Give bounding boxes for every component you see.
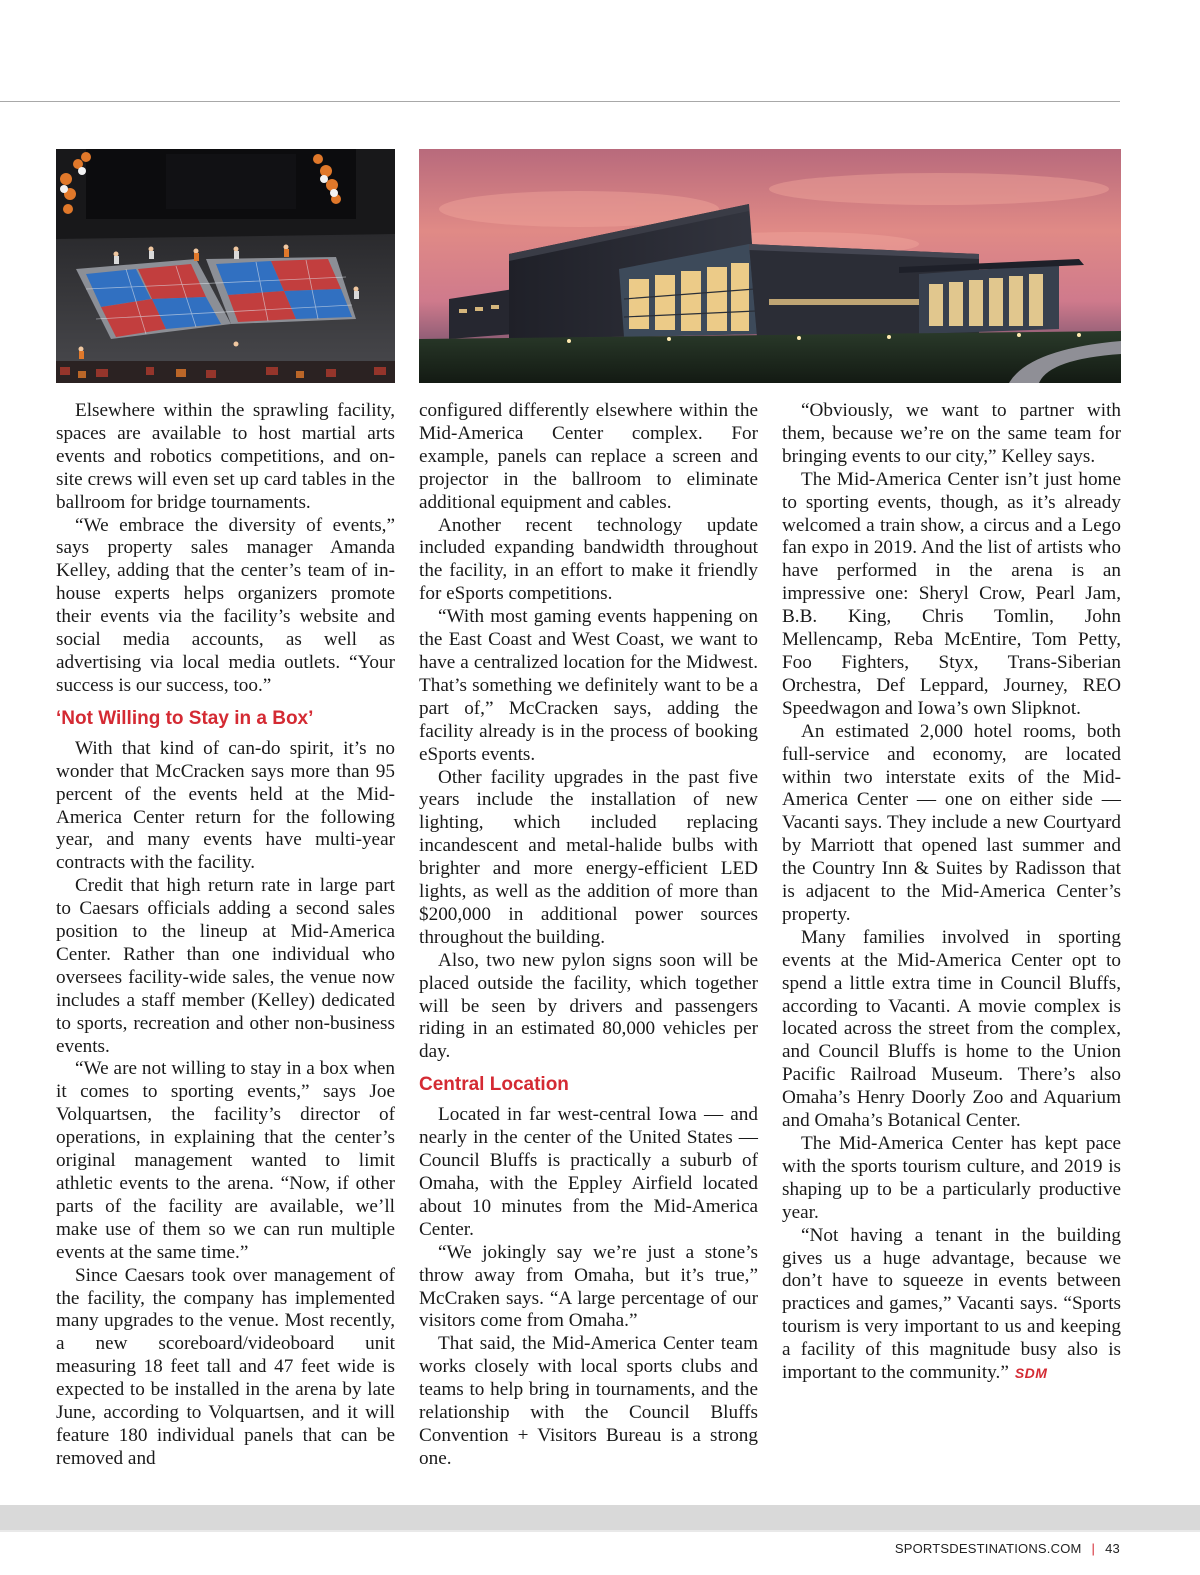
paragraph: That said, the Mid-America Center team works closely with local sports clubs and teams to help bring in tournaments, and the relationship with the Council Bluffs Convention + Visitors Bureau is a strong one. <box>419 1333 758 1469</box>
paragraph: configured differently elsewhere within the Mid-America Center complex. For example, panels can replace a screen and projector in the ballroom to eliminate additional equipment and cables. <box>419 400 758 513</box>
section-heading: ‘Not Willing to Stay in a Box’ <box>56 707 314 729</box>
page-number: 43 <box>1105 1541 1120 1556</box>
paragraph: Many families involved in sporting events at the Mid-America Center opt to spend a little extra time in Council Bluffs, according to Vacanti. A movie complex is located across the street from the complex, and Council Bluffs is home to the Union Pacific Railroad Museum. There’s also Omaha’s Henry Doorly Zoo and Aquarium and Omaha’s Botanical Center. <box>782 926 1121 1132</box>
paragraph: Also, two new pylon signs soon will be placed outside the facility, which together will be seen by drivers and passengers riding in an estimated 80,000 vehicles per day. <box>419 949 758 1063</box>
paragraph: Elsewhere within the sprawling facility, spaces are available to host martial arts events and robotics competitions, and on-site crews will even set up card tables in the ballroom for bridge tournaments. <box>56 400 395 513</box>
paragraph: Since Caesars took over management of the facility, the company has implemented many upgrades to the venue. Most recently, a new scoreboard/videoboard unit measuring 18 feet tall and 47 feet wide is expected to be installed in the arena by late June, according to Volquartsen, and it will feature 180 individual panels that can be removed and <box>56 1264 395 1469</box>
paragraph: The Mid-America Center isn’t just home to sporting events, though, as it’s already welcomed a train show, a circus and a Lego fan expo in 2019. And the list of artists who have performed in the arena is an impressive one: Sheryl Crow, Pearl Jam, B.B. King, Chris Tomlin, John Mellencamp, Reba McEntire, Tom Petty, Foo Fighters, Styx, Trans-Siberian Orchestra, Def Leppard, Journey, REO Speedwagon and Iowa’s own Slipknot. <box>782 468 1121 719</box>
paragraph-final <box>782 1225 1121 1385</box>
paragraph: “Obviously, we want to partner with them, because we’re on the same team for bringing events to our city,” Kelley says. <box>782 400 1121 467</box>
paragraph: Credit that high return rate in large part to Caesars officials adding a second sales position to the lineup at Mid-America Center. Rather than one individual who oversees facility-wide sales, the venue now includes a staff member (Kelley) dedicated to sports, recreation and other non-business events. <box>56 875 395 1057</box>
sdm-end-mark-logo: SDM <box>1014 1365 1048 1382</box>
footer-site-name: SPORTSDESTINATIONS.COM <box>894 1541 1082 1556</box>
paragraph: An estimated 2,000 hotel rooms, both full-service and economy, are located within two interstate exits of the Mid-America Center — one on either side — Vacanti says. They include a new Courtyard by Marriott that opened last summer and the Country Inn & Suites by Radisson that is adjacent to the Mid-America Center’s property. <box>782 720 1121 925</box>
article-column-3 <box>782 400 1121 1385</box>
robotics-competition-photo <box>56 149 395 383</box>
paragraph-text: “Not having a tenant in the building gives us a huge advantage, because we don’t have to squeeze in events between practices and games,” Vacanti says. “Sports tourism is very important to us and keeping a facility of this magnitude busy also is important to the community.” <box>782 1224 1121 1384</box>
paragraph: Located in far west-central Iowa — and nearly in the center of the United States — Council Bluffs is practically a suburb of Omaha, with the Eppley Airfield located about 10 minutes from the Mid-America Center. <box>419 1104 758 1240</box>
section-heading: Central Location <box>419 1074 569 1096</box>
paragraph: Other facility upgrades in the past five years include the installation of new lighting, which included replacing incandescent and metal-halide bulbs with brighter and more energy-efficient LED lights, as well as the addition of more than $200,000 in additional power sources throughout the building. <box>419 766 758 948</box>
footer-separator: | <box>1091 1541 1096 1556</box>
paragraph: With that kind of can-do spirit, it’s no wonder that McCracken says more than 95 percent of the events held at the Mid-America Center return for the following year, and many events have multi-year contracts with the facility. <box>56 737 395 874</box>
paragraph: “With most gaming events happening on the East Coast and West Coast, we want to have a centralized location for the Midwest. That’s something we definitely want to be a part of,” McCracken says, adding the facility already is in the process of booking eSports events. <box>419 606 758 765</box>
paragraph: “We jokingly say we’re just a stone’s throw away from Omaha, but it’s true,” McCraken says. “A large percentage of our visitors come from Omaha.” <box>419 1241 758 1332</box>
paragraph: The Mid-America Center has kept pace with the sports tourism culture, and 2019 is shaping up to be a particularly productive year. <box>782 1133 1121 1223</box>
top-rule <box>0 101 1120 102</box>
paragraph: Another recent technology update included expanding bandwidth throughout the facility, in an effort to make it friendly for eSports competitions. <box>419 514 758 605</box>
page-footer <box>895 1541 1120 1556</box>
paragraph: “We are not willing to stay in a box when it comes to sporting events,” says Joe Volquartsen, the facility’s director of operations, in explaining that the center’s original management wanted to limit athletic events to the arena. “Now, if other parts of the facility are available, we’ll make use of them so we can run multiple events at the same time.” <box>56 1058 395 1263</box>
mid-america-center-exterior-photo <box>419 149 1121 383</box>
paragraph: “We embrace the diversity of events,” says property sales manager Amanda Kelley, adding that the center’s team of in-house experts helps organizers promote their events via the facility’s website and social media accounts, as well as advertising via local media outlets. “Your success is our success, too.” <box>56 514 395 696</box>
article-column-1 <box>56 400 395 1471</box>
article-column-2 <box>419 400 758 1471</box>
footer-bar <box>0 1505 1200 1531</box>
footer-divider <box>0 1530 1200 1532</box>
